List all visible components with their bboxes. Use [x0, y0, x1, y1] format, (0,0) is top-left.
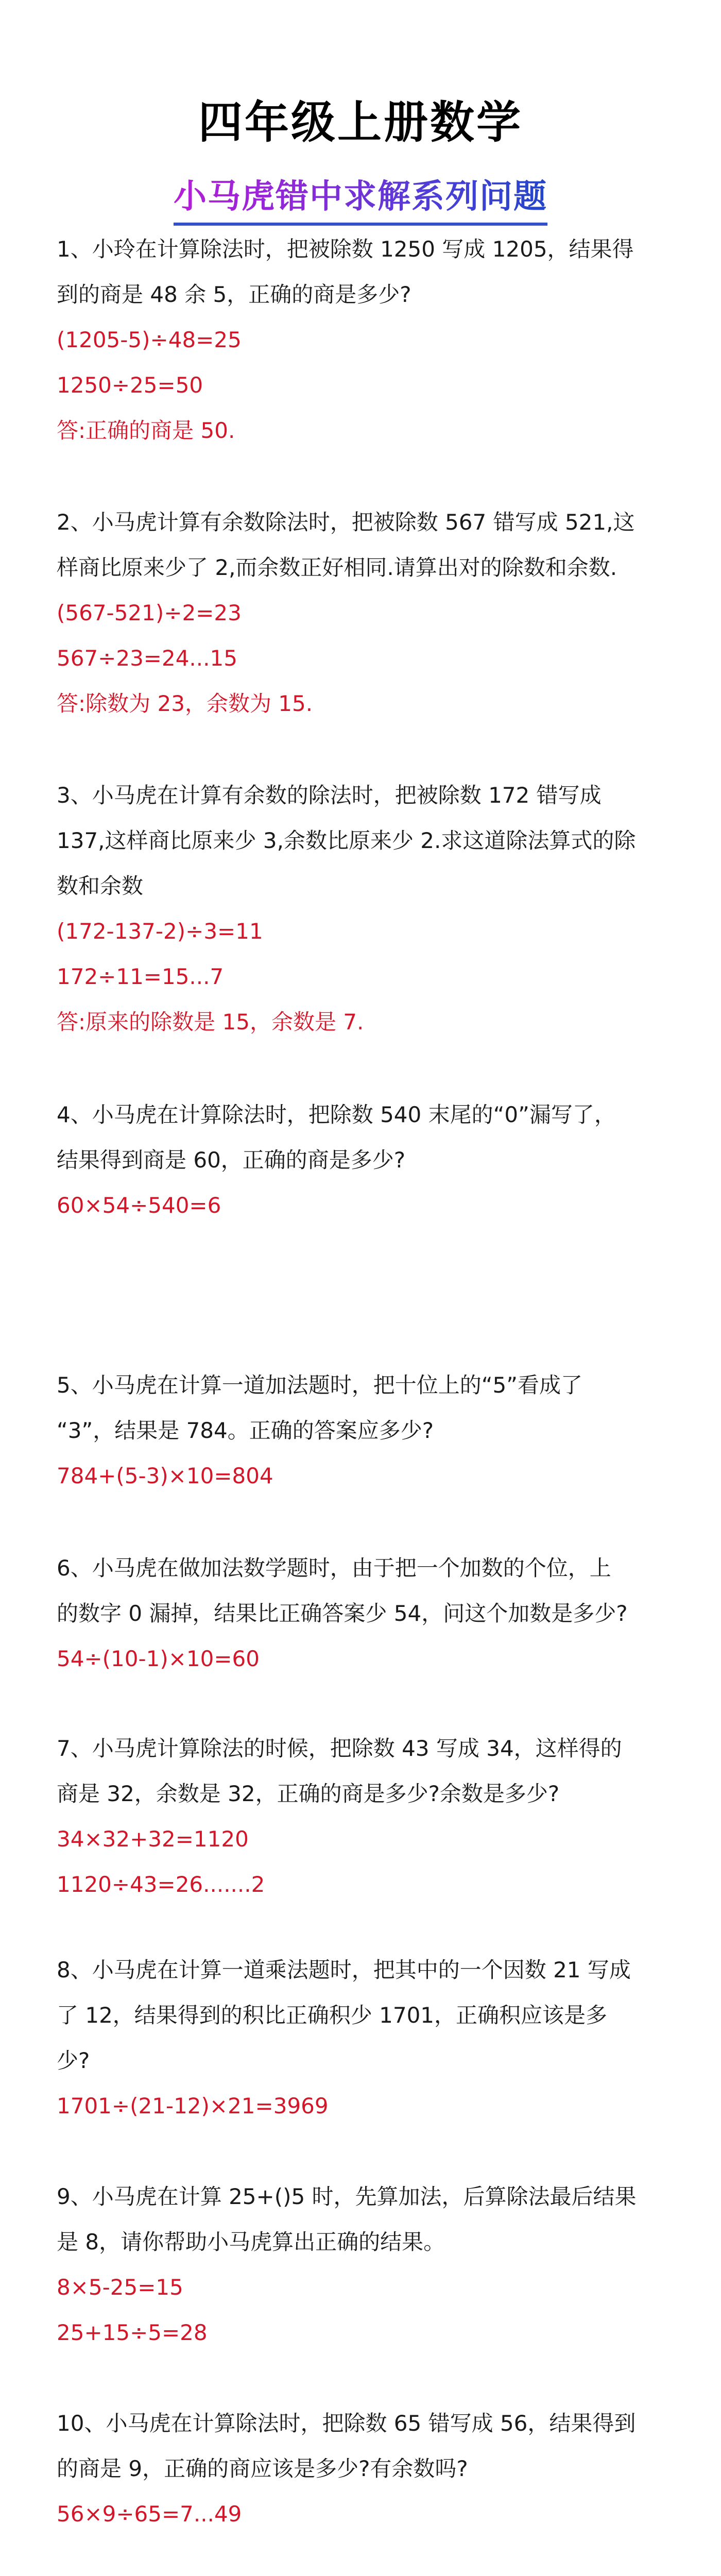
question-line: 是 8，请你帮助小马虎算出正确的结果。 — [57, 2229, 445, 2255]
question-line: 数和余数 — [57, 873, 144, 899]
solution-line: (172-137-2)÷3=11 — [57, 919, 263, 944]
problem-5 — [57, 1363, 664, 1499]
solution-line: 54÷(10-1)×10=60 — [57, 1646, 260, 1671]
problem-7 — [57, 1726, 664, 1907]
question-line: 到的商是 48 余 5，正确的商是多少? — [57, 282, 411, 307]
solution-line: 1120÷43=26.......2 — [57, 1872, 265, 1897]
solution-line: 25+15÷5=28 — [57, 2320, 208, 2345]
question-line: 7、小马虎计算除法的时候，把除数 43 写成 34，这样得的 — [57, 1736, 622, 1761]
problem-10 — [57, 2401, 664, 2537]
question-line: 137,这样商比原来少 3,余数比原来少 2.求这道除法算式的除 — [57, 828, 636, 853]
question-line: 1、小玲在计算除法时，把被除数 1250 写成 1205，结果得 — [57, 236, 634, 262]
subtitle-wrap — [0, 170, 721, 226]
question-line: 8、小马虎在计算一道乘法题时，把其中的一个因数 21 写成 — [57, 1957, 631, 1982]
question-line: 的数字 0 漏掉，结果比正确答案少 54，问这个加数是多少? — [57, 1601, 628, 1626]
question-line: “3”，结果是 784。正确的答案应多少? — [57, 1418, 434, 1443]
solution-line: 1701÷(21-12)×21=3969 — [57, 2093, 329, 2119]
solution-line: (567-521)÷2=23 — [57, 600, 242, 625]
solution-line: 34×32+32=1120 — [57, 1826, 249, 1852]
question-line: 4、小马虎在计算除法时，把除数 540 末尾的“0”漏写了， — [57, 1102, 616, 1127]
solution-answer: 答:原来的除数是 15，余数是 7. — [57, 1009, 364, 1035]
solution-line: 567÷23=24...15 — [57, 646, 237, 671]
solution-line: 784+(5-3)×10=804 — [57, 1463, 273, 1488]
solution-line: 56×9÷65=7...49 — [57, 2501, 242, 2527]
question-line: 了 12，结果得到的积比正确积少 1701，正确积应该是多 — [57, 2003, 608, 2028]
solution-answer: 答:除数为 23，余数为 15. — [57, 691, 313, 716]
solution-answer: 答:正确的商是 50. — [57, 418, 235, 443]
question-line: 2、小马虎计算有余数除法时，把被除数 567 错写成 521,这 — [57, 510, 635, 535]
question-line: 5、小马虎在计算一道加法题时，把十位上的“5”看成了 — [57, 1372, 582, 1398]
question-line: 的商是 9，正确的商应该是多少?有余数吗? — [57, 2456, 468, 2481]
question-line: 商是 32，余数是 32，正确的商是多少?余数是多少? — [57, 1781, 560, 1806]
problem-9 — [57, 2174, 664, 2355]
problem-1 — [57, 227, 664, 453]
question-line: 10、小马虎在计算除法时，把除数 65 错写成 56，结果得到 — [57, 2411, 636, 2436]
page-title: 四年级上册数学 — [198, 97, 523, 148]
problem-4 — [57, 1092, 664, 1228]
problem-6 — [57, 1546, 664, 1682]
solution-line: 1250÷25=50 — [57, 372, 203, 398]
question-line: 结果得到商是 60，正确的商是多少? — [57, 1147, 406, 1173]
question-line: 3、小马虎在计算有余数的除法时，把被除数 172 错写成 — [57, 783, 602, 808]
question-line: 9、小马虎在计算 25+()5 时，先算加法，后算除法最后结果 — [57, 2184, 637, 2209]
solution-line: 60×54÷540=6 — [57, 1193, 221, 1218]
problem-8 — [57, 1947, 664, 2129]
problem-3 — [57, 773, 664, 1045]
question-line: 样商比原来少了 2,而余数正好相同.请算出对的除数和余数. — [57, 555, 617, 580]
solution-line: (1205-5)÷48=25 — [57, 327, 242, 352]
problem-2 — [57, 500, 664, 726]
question-line: 6、小马虎在做加法数学题时，由于把一个加数的个位，上 — [57, 1555, 611, 1581]
solution-line: 172÷11=15...7 — [57, 964, 224, 989]
question-line: 少? — [57, 2048, 90, 2073]
page-subtitle: 小马虎错中求解系列问题 — [174, 170, 547, 226]
solution-line: 8×5-25=15 — [57, 2275, 183, 2300]
